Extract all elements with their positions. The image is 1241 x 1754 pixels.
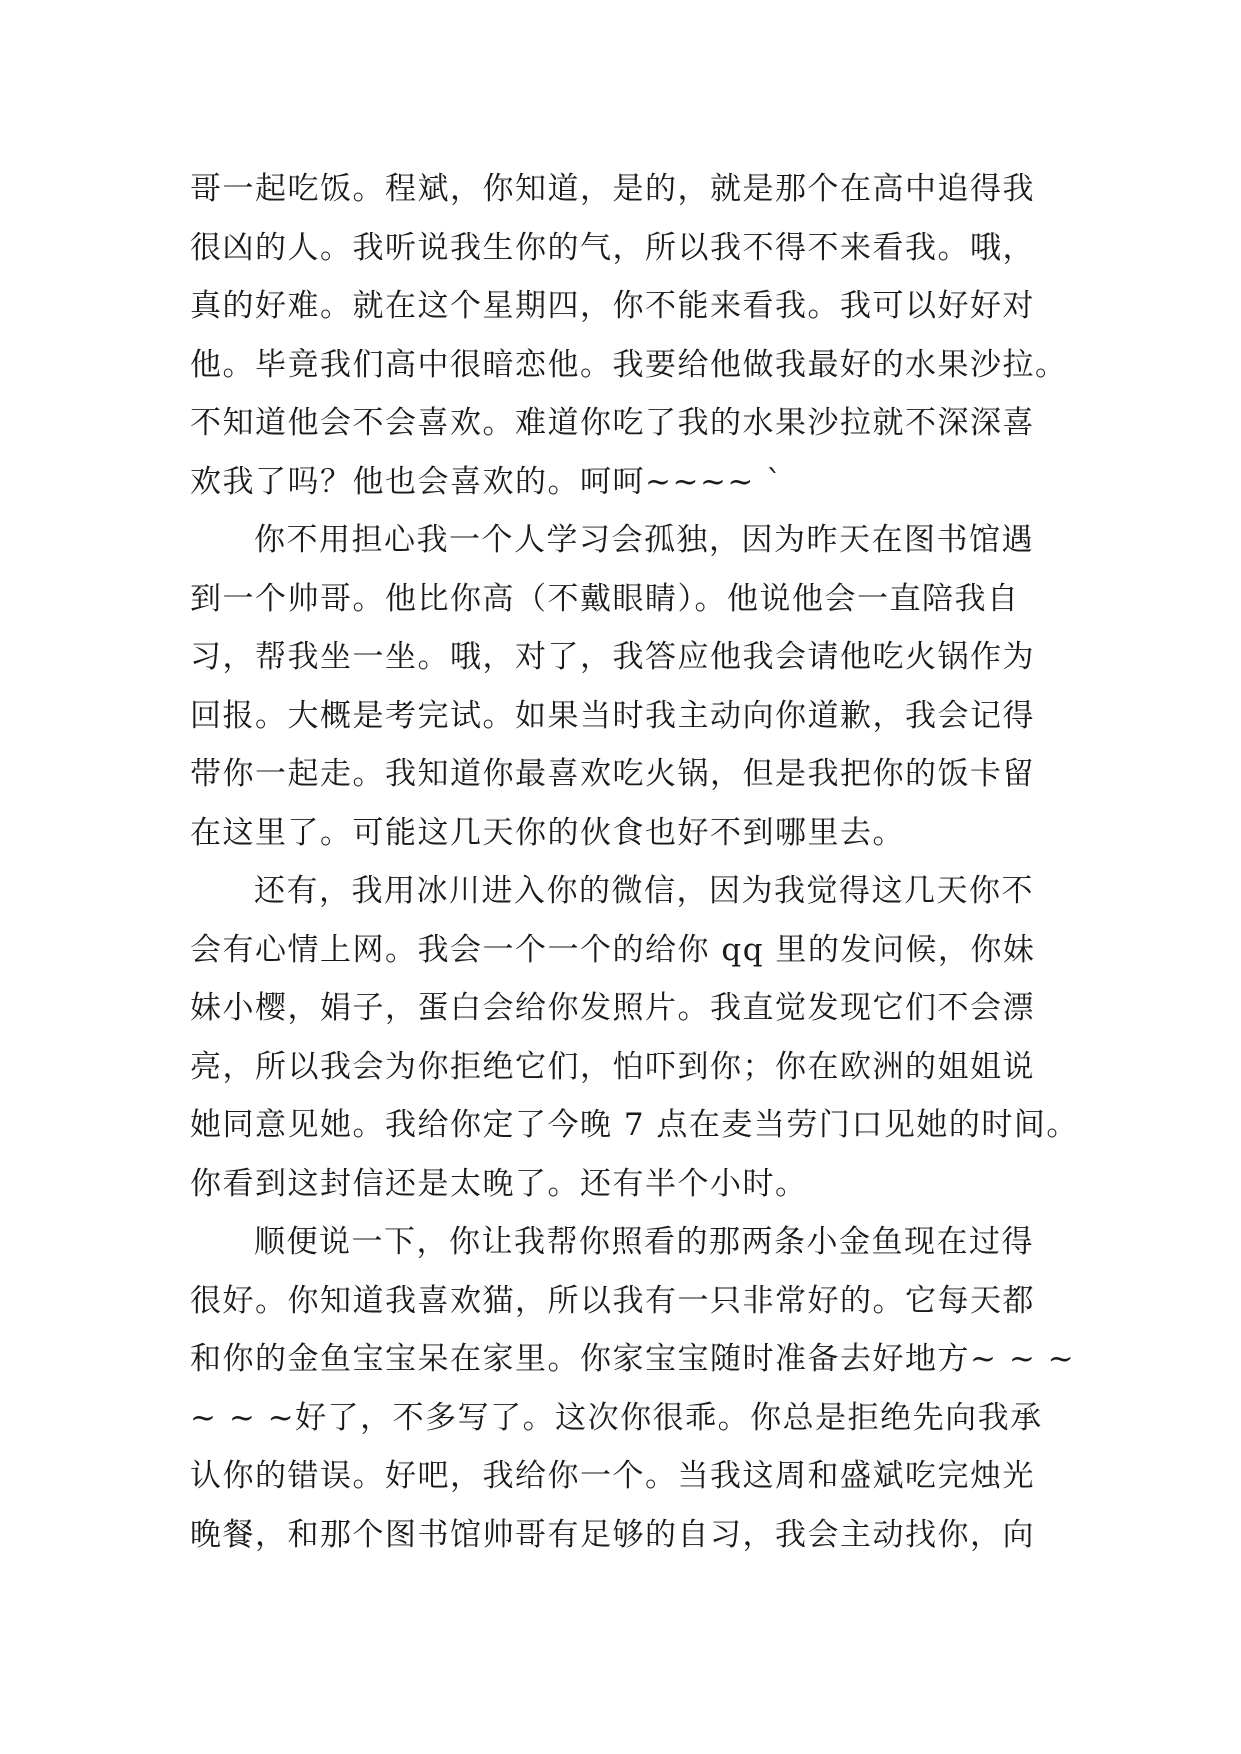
paragraph-4-line-3: 和你的金鱼宝宝呆在家里。你家宝宝随时准备去好地方~ ~ ~ — [190, 1341, 1076, 1377]
paragraph-4-line-6: 晚餐，和那个图书馆帅哥有足够的自习，我会主动找你，向 — [190, 1516, 1035, 1553]
paragraph-2-line-3: 习，帮我坐一坐。哦，对了，我答应他我会请他吃火锅作为 — [190, 639, 1035, 675]
paragraph-1-line-2: 很凶的人。我听说我生你的气，所以我不得不来看我。哦， — [190, 229, 1035, 266]
letter-body — [190, 160, 1079, 1564]
paragraph-4-line-4: ~ ~ ~好了，不多写了。这次你很乖。你总是拒绝先向我承 — [190, 1399, 1043, 1436]
paragraph-3-line-1: 还有，我用冰川进入你的微信，因为我觉得这几天你不 — [254, 873, 1034, 909]
paragraph-2-line-1: 你不用担心我一个人学习会孤独，因为昨天在图书馆遇 — [254, 522, 1034, 558]
paragraph-3-line-6: 你看到这封信还是太晚了。还有半个小时。 — [190, 1165, 808, 1202]
paragraph-1-line-3: 真的好难。就在这个星期四，你不能来看我。我可以好好对 — [190, 288, 1035, 324]
paragraph-3-line-5: 她同意见她。我给你定了今晚 7 点在麦当劳门口见她的时间。 — [190, 1107, 1079, 1143]
paragraph-1-line-6: 欢我了吗？他也会喜欢的。呵呵~~~~ ` — [190, 463, 784, 500]
paragraph-1-line-1: 哥一起吃饭。程斌，你知道，是的，就是那个在高中追得我 — [190, 171, 1035, 207]
paragraph-1-line-5: 不知道他会不会喜欢。难道你吃了我的水果沙拉就不深深喜 — [190, 405, 1035, 441]
paragraph-2-line-5: 带你一起走。我知道你最喜欢吃火锅，但是我把你的饭卡留 — [190, 756, 1035, 792]
paragraph-4-line-2: 很好。你知道我喜欢猫，所以我有一只非常好的。它每天都 — [190, 1282, 1035, 1319]
paragraph-3-line-2: 会有心情上网。我会一个一个的给你 qq 里的发问候，你妹 — [190, 931, 1036, 968]
paragraph-3-line-4: 亮，所以我会为你拒绝它们，怕吓到你；你在欧洲的姐姐说 — [190, 1048, 1035, 1085]
paragraph-2-line-6: 在这里了。可能这几天你的伙食也好不到哪里去。 — [190, 814, 905, 851]
paragraph-4-line-1: 顺便说一下，你让我帮你照看的那两条小金鱼现在过得 — [254, 1224, 1034, 1260]
paragraph-2-line-4: 回报。大概是考完试。如果当时我主动向你道歉，我会记得 — [190, 697, 1035, 734]
paragraph-3-line-3: 妹小樱，娟子，蛋白会给你发照片。我直觉发现它们不会漂 — [190, 990, 1035, 1026]
paragraph-2-line-2: 到一个帅哥。他比你高（不戴眼睛）。他说他会一直陪我自 — [190, 580, 1020, 617]
paragraph-4-line-5: 认你的错误。好吧，我给你一个。当我这周和盛斌吃完烛光 — [190, 1458, 1035, 1494]
paragraph-1-line-4: 他。毕竟我们高中很暗恋他。我要给他做我最好的水果沙拉。 — [190, 346, 1068, 383]
